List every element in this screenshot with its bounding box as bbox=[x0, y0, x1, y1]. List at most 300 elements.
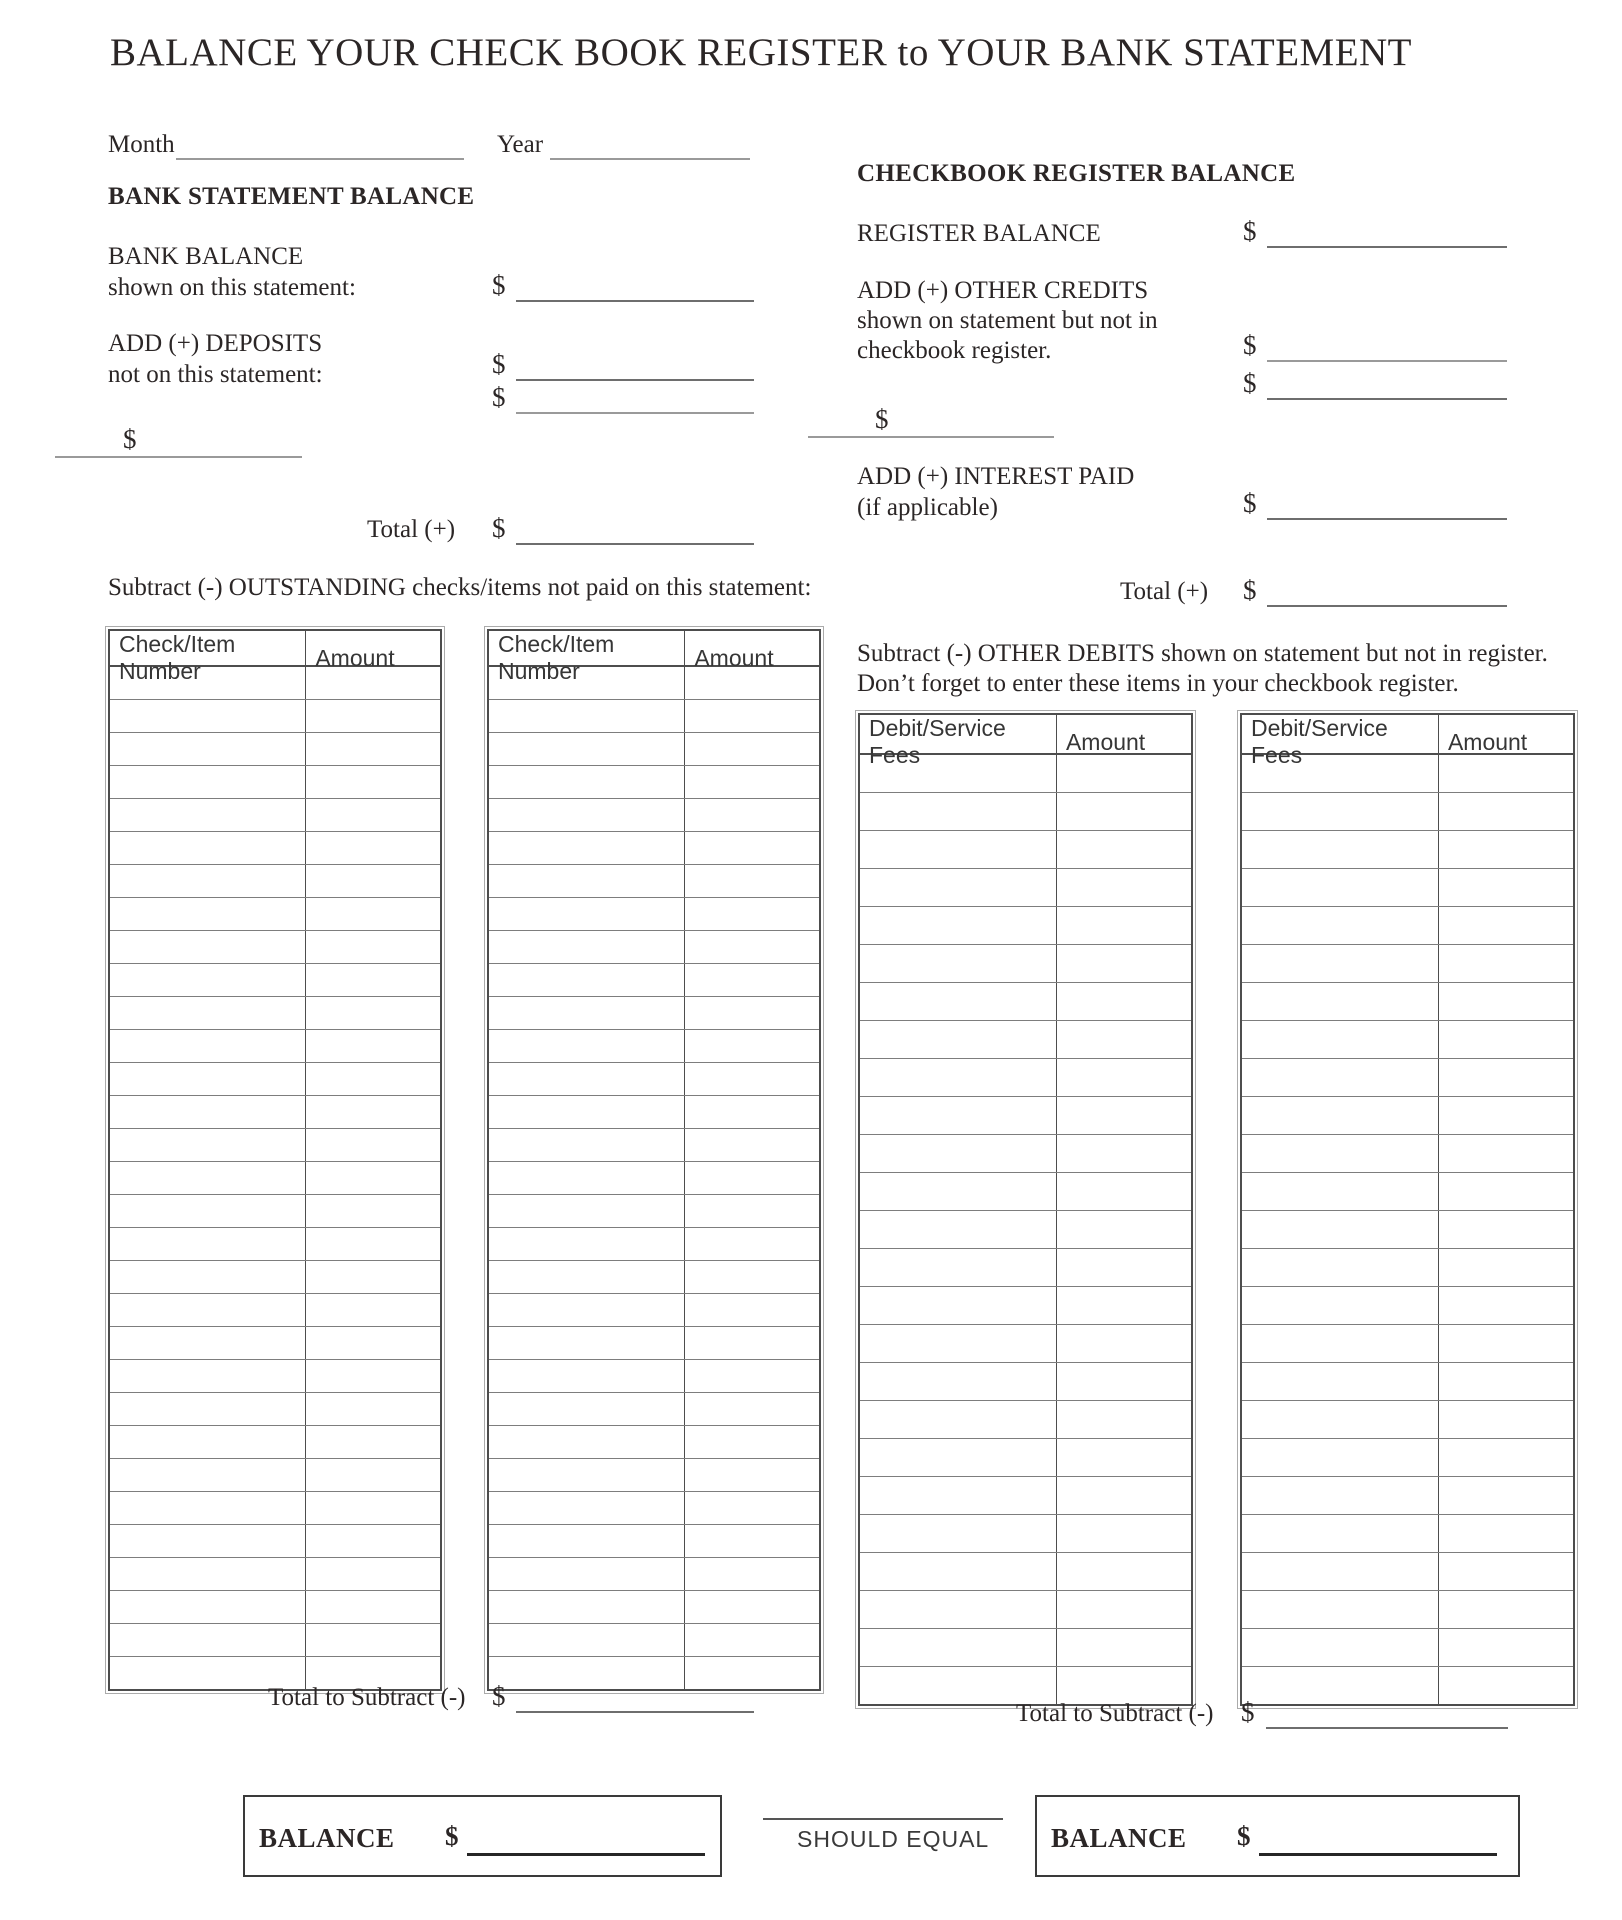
empty-cell[interactable] bbox=[860, 1629, 1057, 1666]
empty-cell[interactable] bbox=[306, 667, 440, 699]
empty-cell[interactable] bbox=[1242, 831, 1439, 868]
table-row bbox=[1242, 907, 1573, 945]
empty-cell[interactable] bbox=[1439, 755, 1573, 792]
empty-cell[interactable] bbox=[685, 931, 819, 963]
empty-cell[interactable] bbox=[110, 700, 306, 732]
empty-cell[interactable] bbox=[306, 1492, 440, 1524]
empty-cell[interactable] bbox=[1242, 1515, 1439, 1552]
empty-cell[interactable] bbox=[685, 1162, 819, 1194]
empty-cell[interactable] bbox=[110, 1327, 306, 1359]
empty-cell[interactable] bbox=[110, 1624, 306, 1656]
empty-cell[interactable] bbox=[860, 1021, 1057, 1058]
empty-cell[interactable] bbox=[1242, 755, 1439, 792]
table-row bbox=[110, 1426, 440, 1459]
empty-cell[interactable] bbox=[110, 1393, 306, 1425]
empty-cell[interactable] bbox=[685, 1327, 819, 1359]
empty-cell[interactable] bbox=[685, 1195, 819, 1227]
empty-cell[interactable] bbox=[1439, 1325, 1573, 1362]
empty-cell[interactable] bbox=[1439, 1515, 1573, 1552]
empty-cell[interactable] bbox=[1439, 793, 1573, 830]
empty-cell[interactable] bbox=[1242, 1249, 1439, 1286]
empty-cell[interactable] bbox=[685, 799, 819, 831]
table-row bbox=[860, 1173, 1191, 1211]
empty-cell[interactable] bbox=[1057, 1515, 1191, 1552]
empty-cell[interactable] bbox=[1439, 1553, 1573, 1590]
register-total-to-subtract-field[interactable] bbox=[1266, 1697, 1508, 1729]
empty-cell[interactable] bbox=[306, 1558, 440, 1590]
dollar-sign: $ bbox=[1243, 216, 1257, 246]
empty-cell[interactable] bbox=[110, 1030, 306, 1062]
empty-cell[interactable] bbox=[860, 983, 1057, 1020]
column-header: Amount bbox=[694, 644, 774, 671]
empty-cell[interactable] bbox=[860, 1439, 1057, 1476]
empty-cell[interactable] bbox=[685, 1492, 819, 1524]
empty-cell[interactable] bbox=[489, 1129, 685, 1161]
empty-cell[interactable] bbox=[860, 1287, 1057, 1324]
empty-cell[interactable] bbox=[1242, 793, 1439, 830]
empty-cell[interactable] bbox=[1057, 869, 1191, 906]
empty-cell[interactable] bbox=[860, 1173, 1057, 1210]
table-row bbox=[489, 1558, 819, 1591]
table-row bbox=[110, 1030, 440, 1063]
empty-cell[interactable] bbox=[860, 1553, 1057, 1590]
empty-cell[interactable] bbox=[1439, 1477, 1573, 1514]
empty-cell[interactable] bbox=[1057, 1325, 1191, 1362]
empty-cell[interactable] bbox=[306, 700, 440, 732]
empty-cell[interactable] bbox=[1242, 1553, 1439, 1590]
empty-cell[interactable] bbox=[685, 1129, 819, 1161]
table-row bbox=[110, 700, 440, 733]
table-row bbox=[110, 1129, 440, 1162]
empty-cell[interactable] bbox=[1057, 1629, 1191, 1666]
empty-cell[interactable] bbox=[306, 1195, 440, 1227]
empty-cell[interactable] bbox=[1242, 1477, 1439, 1514]
empty-cell[interactable] bbox=[110, 667, 306, 699]
empty-cell[interactable] bbox=[1439, 907, 1573, 944]
empty-cell[interactable] bbox=[306, 898, 440, 930]
register-total-field[interactable] bbox=[1267, 575, 1507, 607]
empty-cell[interactable] bbox=[1057, 1553, 1191, 1590]
dollar-sign: $ bbox=[123, 424, 137, 454]
empty-cell[interactable] bbox=[685, 865, 819, 897]
empty-cell[interactable] bbox=[685, 667, 819, 699]
empty-cell[interactable] bbox=[306, 733, 440, 765]
empty-cell[interactable] bbox=[110, 1558, 306, 1590]
empty-cell[interactable] bbox=[489, 1063, 685, 1095]
empty-cell[interactable] bbox=[1242, 1629, 1439, 1666]
empty-cell[interactable] bbox=[306, 1591, 440, 1623]
empty-cell[interactable] bbox=[110, 1129, 306, 1161]
table-row bbox=[489, 1426, 819, 1459]
empty-cell[interactable] bbox=[685, 964, 819, 996]
empty-cell[interactable] bbox=[489, 1195, 685, 1227]
empty-cell[interactable] bbox=[860, 1097, 1057, 1134]
empty-cell[interactable] bbox=[110, 733, 306, 765]
table-row bbox=[1242, 1173, 1573, 1211]
empty-cell[interactable] bbox=[685, 1261, 819, 1293]
empty-cell[interactable] bbox=[110, 1294, 306, 1326]
empty-cell[interactable] bbox=[306, 832, 440, 864]
empty-cell[interactable] bbox=[306, 1261, 440, 1293]
empty-cell[interactable] bbox=[860, 1059, 1057, 1096]
empty-cell[interactable] bbox=[685, 1360, 819, 1392]
empty-cell[interactable] bbox=[1057, 1059, 1191, 1096]
empty-cell[interactable] bbox=[1057, 945, 1191, 982]
table-row bbox=[1242, 793, 1573, 831]
empty-cell[interactable] bbox=[306, 1327, 440, 1359]
empty-cell[interactable] bbox=[110, 1162, 306, 1194]
empty-cell[interactable] bbox=[1057, 907, 1191, 944]
empty-cell[interactable] bbox=[1057, 1363, 1191, 1400]
empty-cell[interactable] bbox=[489, 1492, 685, 1524]
empty-cell[interactable] bbox=[489, 1096, 685, 1128]
empty-cell[interactable] bbox=[860, 907, 1057, 944]
empty-cell[interactable] bbox=[306, 1360, 440, 1392]
empty-cell[interactable] bbox=[1057, 1667, 1191, 1704]
table-row bbox=[1242, 1629, 1573, 1667]
empty-cell[interactable] bbox=[860, 945, 1057, 982]
other-credits-field-2[interactable] bbox=[1267, 368, 1507, 400]
empty-cell[interactable] bbox=[1439, 1249, 1573, 1286]
empty-cell[interactable] bbox=[1439, 831, 1573, 868]
empty-cell[interactable] bbox=[306, 1459, 440, 1491]
empty-cell[interactable] bbox=[685, 1558, 819, 1590]
other-credits-field-1[interactable] bbox=[1267, 330, 1507, 362]
empty-cell[interactable] bbox=[1439, 1021, 1573, 1058]
empty-cell[interactable] bbox=[489, 1624, 685, 1656]
table-row bbox=[860, 1515, 1191, 1553]
year-field[interactable] bbox=[550, 128, 750, 160]
empty-cell[interactable] bbox=[110, 799, 306, 831]
table-row bbox=[860, 1021, 1191, 1059]
table-row bbox=[110, 964, 440, 997]
deposit-amount-field-2[interactable] bbox=[516, 382, 754, 414]
empty-cell[interactable] bbox=[1057, 755, 1191, 792]
table-header-row bbox=[489, 631, 819, 684]
empty-cell[interactable] bbox=[306, 1162, 440, 1194]
empty-cell[interactable] bbox=[1439, 983, 1573, 1020]
table-row bbox=[1242, 1249, 1573, 1287]
empty-cell[interactable] bbox=[110, 931, 306, 963]
empty-cell[interactable] bbox=[110, 1360, 306, 1392]
empty-cell[interactable] bbox=[860, 1249, 1057, 1286]
empty-cell[interactable] bbox=[110, 865, 306, 897]
table-row bbox=[860, 1439, 1191, 1477]
empty-cell[interactable] bbox=[489, 1228, 685, 1260]
empty-cell[interactable] bbox=[860, 1667, 1057, 1704]
empty-cell[interactable] bbox=[1057, 1021, 1191, 1058]
empty-cell[interactable] bbox=[685, 733, 819, 765]
table-row bbox=[860, 983, 1191, 1021]
table-row bbox=[110, 1393, 440, 1426]
empty-cell[interactable] bbox=[489, 997, 685, 1029]
empty-cell[interactable] bbox=[306, 1426, 440, 1458]
empty-cell[interactable] bbox=[1057, 831, 1191, 868]
empty-cell[interactable] bbox=[489, 733, 685, 765]
empty-cell[interactable] bbox=[1439, 1363, 1573, 1400]
empty-cell[interactable] bbox=[860, 1515, 1057, 1552]
empty-cell[interactable] bbox=[685, 1459, 819, 1491]
empty-cell[interactable] bbox=[110, 1195, 306, 1227]
empty-cell[interactable] bbox=[685, 1063, 819, 1095]
empty-cell[interactable] bbox=[860, 1477, 1057, 1514]
empty-cell[interactable] bbox=[1242, 1363, 1439, 1400]
empty-cell[interactable] bbox=[1242, 1287, 1439, 1324]
empty-cell[interactable] bbox=[1242, 1211, 1439, 1248]
month-label: Month bbox=[108, 131, 175, 158]
empty-cell[interactable] bbox=[685, 832, 819, 864]
table-row bbox=[489, 1096, 819, 1129]
table-row bbox=[110, 1624, 440, 1657]
empty-cell[interactable] bbox=[489, 898, 685, 930]
empty-cell[interactable] bbox=[110, 1492, 306, 1524]
empty-cell[interactable] bbox=[306, 1624, 440, 1656]
empty-cell[interactable] bbox=[1057, 1591, 1191, 1628]
bank-balance-amount-field[interactable] bbox=[516, 270, 754, 302]
empty-cell[interactable] bbox=[860, 1401, 1057, 1438]
empty-cell[interactable] bbox=[1242, 869, 1439, 906]
empty-cell[interactable] bbox=[860, 1325, 1057, 1362]
empty-cell[interactable] bbox=[1242, 1401, 1439, 1438]
empty-cell[interactable] bbox=[489, 1459, 685, 1491]
empty-cell[interactable] bbox=[489, 1030, 685, 1062]
empty-cell[interactable] bbox=[306, 1525, 440, 1557]
empty-cell[interactable] bbox=[110, 832, 306, 864]
empty-cell[interactable] bbox=[306, 1228, 440, 1260]
empty-cell[interactable] bbox=[685, 898, 819, 930]
empty-cell[interactable] bbox=[489, 766, 685, 798]
empty-cell[interactable] bbox=[1242, 907, 1439, 944]
empty-cell[interactable] bbox=[110, 1525, 306, 1557]
empty-cell[interactable] bbox=[489, 1426, 685, 1458]
empty-cell[interactable] bbox=[1057, 1287, 1191, 1324]
empty-cell[interactable] bbox=[489, 1525, 685, 1557]
empty-cell[interactable] bbox=[860, 831, 1057, 868]
empty-cell[interactable] bbox=[110, 898, 306, 930]
empty-cell[interactable] bbox=[685, 1393, 819, 1425]
deposit-amount-field-1[interactable] bbox=[516, 349, 754, 381]
empty-cell[interactable] bbox=[685, 1096, 819, 1128]
empty-cell[interactable] bbox=[110, 766, 306, 798]
other-credits-label-line1: ADD (+) OTHER CREDITS bbox=[857, 277, 1149, 304]
empty-cell[interactable] bbox=[1439, 945, 1573, 982]
table-row bbox=[489, 865, 819, 898]
dollar-sign: $ bbox=[1243, 575, 1257, 605]
empty-cell[interactable] bbox=[489, 1162, 685, 1194]
empty-cell[interactable] bbox=[489, 1360, 685, 1392]
empty-cell[interactable] bbox=[489, 667, 685, 699]
bank-final-balance-field[interactable] bbox=[467, 1819, 705, 1856]
empty-cell[interactable] bbox=[110, 1063, 306, 1095]
empty-cell[interactable] bbox=[489, 865, 685, 897]
empty-cell[interactable] bbox=[306, 1063, 440, 1095]
empty-cell[interactable] bbox=[110, 1228, 306, 1260]
table-row bbox=[489, 1327, 819, 1360]
empty-cell[interactable] bbox=[1439, 1173, 1573, 1210]
empty-cell[interactable] bbox=[110, 997, 306, 1029]
empty-cell[interactable] bbox=[489, 1327, 685, 1359]
empty-cell[interactable] bbox=[1242, 1173, 1439, 1210]
empty-cell[interactable] bbox=[489, 1591, 685, 1623]
empty-cell[interactable] bbox=[306, 799, 440, 831]
empty-cell[interactable] bbox=[685, 1294, 819, 1326]
table-row bbox=[1242, 1211, 1573, 1249]
empty-cell[interactable] bbox=[306, 964, 440, 996]
table-row bbox=[110, 898, 440, 931]
empty-cell[interactable] bbox=[1242, 1325, 1439, 1362]
table-row bbox=[1242, 869, 1573, 907]
empty-cell[interactable] bbox=[860, 1135, 1057, 1172]
empty-cell[interactable] bbox=[489, 700, 685, 732]
dollar-sign: $ bbox=[875, 404, 889, 434]
empty-cell[interactable] bbox=[685, 1624, 819, 1656]
empty-cell[interactable] bbox=[1439, 1135, 1573, 1172]
table-row bbox=[860, 1059, 1191, 1097]
empty-cell[interactable] bbox=[860, 1591, 1057, 1628]
empty-cell[interactable] bbox=[685, 700, 819, 732]
empty-cell[interactable] bbox=[685, 1426, 819, 1458]
empty-cell[interactable] bbox=[685, 1591, 819, 1623]
empty-cell[interactable] bbox=[489, 832, 685, 864]
should-equal-line bbox=[763, 1788, 1003, 1820]
empty-cell[interactable] bbox=[860, 793, 1057, 830]
other-credits-field-3[interactable] bbox=[808, 406, 1054, 438]
empty-cell[interactable] bbox=[685, 1030, 819, 1062]
empty-cell[interactable] bbox=[1242, 945, 1439, 982]
empty-cell[interactable] bbox=[1439, 869, 1573, 906]
empty-cell[interactable] bbox=[1057, 983, 1191, 1020]
table-row bbox=[860, 1401, 1191, 1439]
table-row bbox=[1242, 1287, 1573, 1325]
empty-cell[interactable] bbox=[1439, 1439, 1573, 1476]
deposit-amount-field-3[interactable] bbox=[55, 426, 302, 458]
empty-cell[interactable] bbox=[489, 964, 685, 996]
empty-cell[interactable] bbox=[1057, 1173, 1191, 1210]
table-row bbox=[110, 733, 440, 766]
empty-cell[interactable] bbox=[1057, 1439, 1191, 1476]
empty-cell[interactable] bbox=[1057, 1249, 1191, 1286]
empty-cell[interactable] bbox=[306, 766, 440, 798]
empty-cell[interactable] bbox=[685, 1228, 819, 1260]
subtract-debits-heading-line2: Don’t forget to enter these items in your checkbook register. bbox=[857, 670, 1459, 697]
table-row bbox=[860, 907, 1191, 945]
table-row bbox=[489, 1129, 819, 1162]
table-row bbox=[489, 1063, 819, 1096]
interest-paid-field[interactable] bbox=[1267, 488, 1507, 520]
table-row bbox=[110, 865, 440, 898]
empty-cell[interactable] bbox=[306, 1393, 440, 1425]
empty-cell[interactable] bbox=[306, 1096, 440, 1128]
empty-cell[interactable] bbox=[685, 997, 819, 1029]
empty-cell[interactable] bbox=[1057, 1097, 1191, 1134]
empty-cell[interactable] bbox=[685, 766, 819, 798]
empty-cell[interactable] bbox=[860, 1363, 1057, 1400]
empty-cell[interactable] bbox=[685, 1525, 819, 1557]
empty-cell[interactable] bbox=[110, 1426, 306, 1458]
balance-label: BALANCE bbox=[259, 1823, 395, 1853]
empty-cell[interactable] bbox=[489, 931, 685, 963]
empty-cell[interactable] bbox=[1242, 983, 1439, 1020]
empty-cell[interactable] bbox=[1439, 1059, 1573, 1096]
empty-cell[interactable] bbox=[489, 1558, 685, 1590]
empty-cell[interactable] bbox=[110, 964, 306, 996]
empty-cell[interactable] bbox=[306, 931, 440, 963]
empty-cell[interactable] bbox=[489, 1261, 685, 1293]
empty-cell[interactable] bbox=[1057, 1401, 1191, 1438]
table-row bbox=[1242, 831, 1573, 869]
empty-cell[interactable] bbox=[1057, 793, 1191, 830]
empty-cell[interactable] bbox=[110, 1261, 306, 1293]
empty-cell[interactable] bbox=[489, 1393, 685, 1425]
empty-cell[interactable] bbox=[1242, 1439, 1439, 1476]
dollar-sign: $ bbox=[492, 382, 506, 412]
empty-cell[interactable] bbox=[1242, 1591, 1439, 1628]
table-row bbox=[1242, 1135, 1573, 1173]
empty-cell[interactable] bbox=[860, 869, 1057, 906]
dollar-sign: $ bbox=[1243, 330, 1257, 360]
month-field[interactable] bbox=[176, 128, 464, 160]
table-row bbox=[110, 766, 440, 799]
empty-cell[interactable] bbox=[860, 755, 1057, 792]
table-row bbox=[489, 667, 819, 700]
bank-total-field[interactable] bbox=[516, 513, 754, 545]
empty-cell[interactable] bbox=[1439, 1401, 1573, 1438]
empty-cell[interactable] bbox=[860, 1211, 1057, 1248]
empty-cell[interactable] bbox=[1439, 1591, 1573, 1628]
table-row bbox=[860, 1287, 1191, 1325]
table-row bbox=[860, 1553, 1191, 1591]
empty-cell[interactable] bbox=[1242, 1135, 1439, 1172]
empty-cell[interactable] bbox=[1242, 1059, 1439, 1096]
table-row bbox=[1242, 983, 1573, 1021]
empty-cell[interactable] bbox=[1439, 1287, 1573, 1324]
register-final-balance-field[interactable] bbox=[1259, 1819, 1497, 1856]
bank-total-to-subtract-field[interactable] bbox=[516, 1681, 754, 1713]
empty-cell[interactable] bbox=[110, 1591, 306, 1623]
empty-cell[interactable] bbox=[489, 799, 685, 831]
empty-cell[interactable] bbox=[306, 1030, 440, 1062]
empty-cell[interactable] bbox=[1439, 1629, 1573, 1666]
table-row bbox=[489, 1360, 819, 1393]
empty-cell[interactable] bbox=[1439, 1097, 1573, 1134]
table-header-row bbox=[1242, 715, 1573, 768]
empty-cell[interactable] bbox=[306, 865, 440, 897]
empty-cell[interactable] bbox=[306, 997, 440, 1029]
bank-statement-heading: BANK STATEMENT BALANCE bbox=[108, 183, 475, 210]
empty-cell[interactable] bbox=[1057, 1135, 1191, 1172]
empty-cell[interactable] bbox=[306, 1294, 440, 1326]
empty-cell[interactable] bbox=[489, 1294, 685, 1326]
register-balance-label: REGISTER BALANCE bbox=[857, 220, 1101, 247]
empty-cell[interactable] bbox=[110, 1096, 306, 1128]
empty-cell[interactable] bbox=[110, 1459, 306, 1491]
table-row bbox=[110, 832, 440, 865]
register-balance-field[interactable] bbox=[1267, 216, 1507, 248]
empty-cell[interactable] bbox=[1057, 1477, 1191, 1514]
empty-cell[interactable] bbox=[306, 1129, 440, 1161]
empty-cell[interactable] bbox=[1439, 1211, 1573, 1248]
table-row bbox=[110, 1195, 440, 1228]
empty-cell[interactable] bbox=[1242, 1097, 1439, 1134]
table-row bbox=[489, 700, 819, 733]
empty-cell[interactable] bbox=[1242, 1021, 1439, 1058]
empty-cell[interactable] bbox=[1057, 1211, 1191, 1248]
table-row bbox=[110, 1360, 440, 1393]
table-row bbox=[110, 1096, 440, 1129]
table-row bbox=[1242, 1401, 1573, 1439]
dollar-sign: $ bbox=[492, 513, 506, 543]
table-row bbox=[1242, 1097, 1573, 1135]
